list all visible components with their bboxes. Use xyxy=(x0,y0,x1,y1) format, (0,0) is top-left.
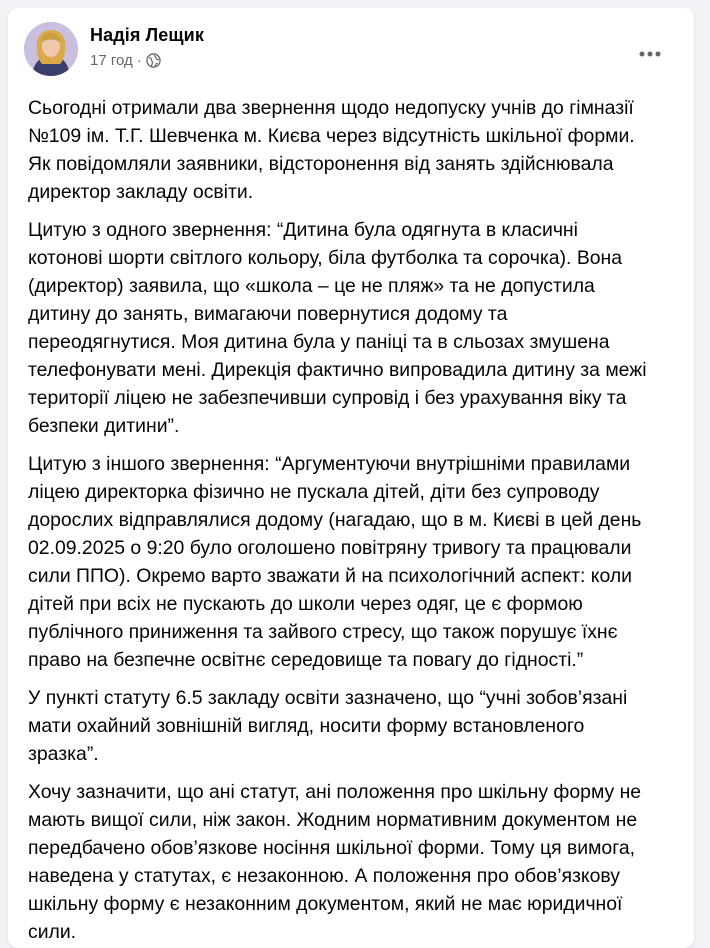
post-paragraph-3: Цитую з іншого звернення: “Аргументуючи внутрішніми правилами ліцею директорка фізично не пускала дітей, діти без супроводу дорослих відправлялися додому (нагадаю, що в м. Києві в цей день 02.09.2025 о 9:20 було оголошено повітряну тривогу та працювали сили ППО). Окремо варто зважати й на психологічний аспект: коли дітей при всіх не пускають до школи через одяг, це є формою публічного приниження та зайвого стресу, що також порушує їхнє право на безпечне освітнє середовище та повагу до гідності.” xyxy=(28,453,642,671)
post-paragraph-1: Сьогодні отримали два звернення щодо недопуску учнів до гімназії №109 ім. Т.Г. Шевченка м. Києва через відсутність шкільної форми. Як повідомляли заявники, відсторонення від занять здійснювала директор закладу освіти. xyxy=(28,97,635,203)
meta-separator: · xyxy=(136,52,142,69)
post-paragraph-2: Цитую з одного звернення: “Дитина була одягнута в класичні котонові шорти світлого кольору, біла футболка та сорочка). Вона (директор) заявила, що «школа – це не пляж» та не допустила дитину до занять, вимагаючи повернутися додому та переодягнутися. Моя дитина була у паніці та в сльозах змушена телефонувати мені. Дирекція фактично випровадила дитину за межі території ліцею не забезпечивши супровід і без урахування віку та безпеки дитини”. xyxy=(28,219,647,437)
avatar[interactable] xyxy=(24,22,78,76)
post-meta xyxy=(90,52,161,69)
avatar-image xyxy=(24,22,78,76)
more-options-button[interactable] xyxy=(632,36,668,72)
post-card xyxy=(8,8,694,948)
post-paragraph-5: Хочу зазначити, що ані статут, ані положення про шкільну форму не мають вищої сили, ніж закон. Жодним нормативним документом не передбачено обов’язкове носіння шкільної форми. Тому ця вимога, наведена у статутах, є незаконною. А положення про обов’язкову шкільну форму є незаконним документом, який не має юридичної сили. xyxy=(28,781,642,943)
post-header xyxy=(24,22,678,78)
globe-icon xyxy=(146,53,161,68)
post-text xyxy=(28,94,690,948)
author-name[interactable]: Надія Лещик xyxy=(90,25,204,45)
more-horizontal-icon xyxy=(638,50,662,58)
post-paragraph-4: У пункті статуту 6.5 закладу освіти зазначено, що “учні зобов’язані мати охайний зовнішній вигляд, носити форму встановленого зразка”. xyxy=(28,687,628,765)
post-time[interactable]: 17 год xyxy=(90,52,133,69)
